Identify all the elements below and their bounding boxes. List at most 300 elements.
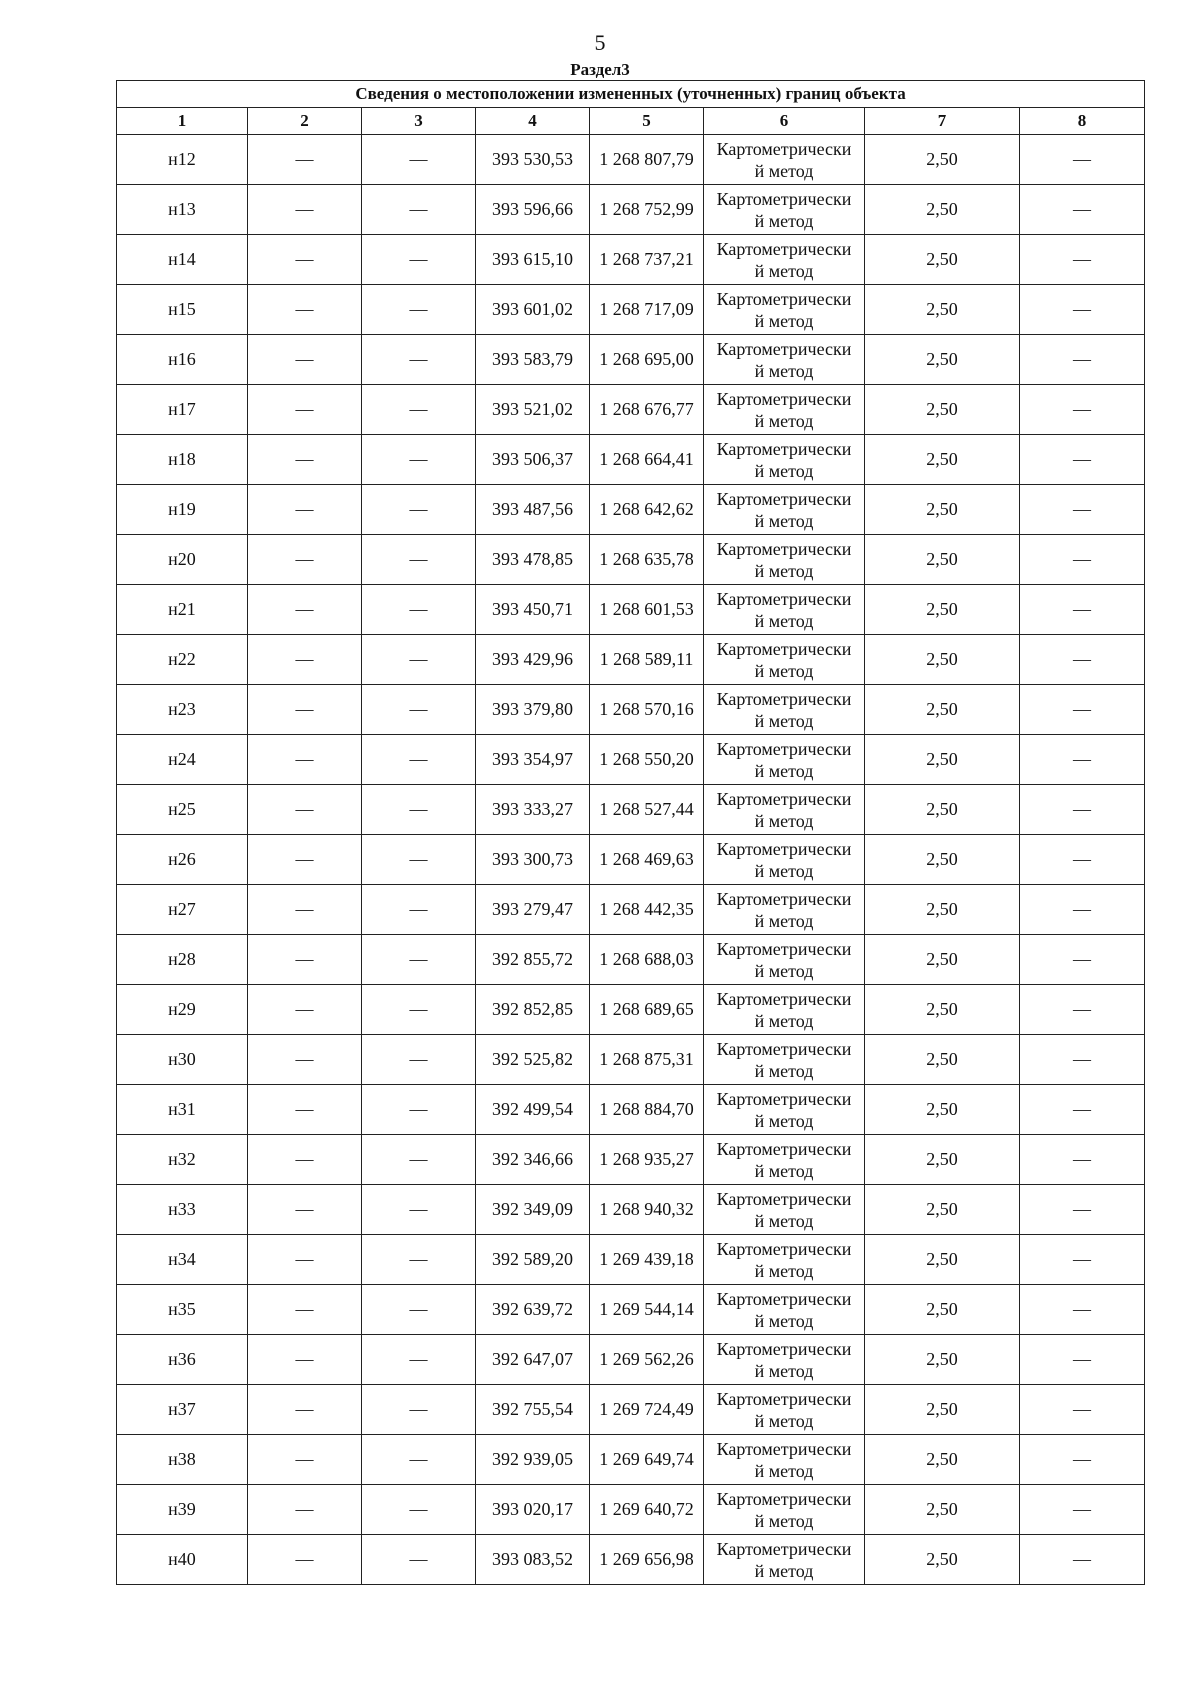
- table-row: [117, 1135, 1145, 1185]
- table-row: [117, 535, 1145, 585]
- page-number: 5: [594, 30, 606, 55]
- description-cell: —: [1020, 1285, 1145, 1335]
- method-line-1: Картометрически: [716, 988, 852, 1009]
- table-row: [117, 585, 1145, 635]
- method-cell: [704, 935, 865, 985]
- method-line-2: й метод: [754, 960, 814, 981]
- method-cell: [704, 1385, 865, 1435]
- description-cell: —: [1020, 1035, 1145, 1085]
- old-x-cell: —: [248, 1485, 362, 1535]
- table-row: [117, 635, 1145, 685]
- old-y-cell: —: [362, 1435, 476, 1485]
- old-y-cell: —: [362, 535, 476, 585]
- point-name-cell: н37: [117, 1385, 248, 1435]
- description-cell: —: [1020, 285, 1145, 335]
- method-line-2: й метод: [754, 810, 814, 831]
- old-x-cell: —: [248, 885, 362, 935]
- description-cell: —: [1020, 385, 1145, 435]
- method-cell: [704, 185, 865, 235]
- x-coordinate-cell: 393 300,73: [476, 835, 590, 885]
- description-cell: —: [1020, 485, 1145, 535]
- old-x-cell: —: [248, 935, 362, 985]
- table-row: [117, 1385, 1145, 1435]
- x-coordinate-cell: 393 279,47: [476, 885, 590, 935]
- point-name-cell: н25: [117, 785, 248, 835]
- method-line-2: й метод: [754, 1410, 814, 1431]
- accuracy-cell: 2,50: [865, 1135, 1020, 1185]
- y-coordinate-cell: 1 268 635,78: [590, 535, 704, 585]
- method-line-2: й метод: [754, 360, 814, 381]
- column-header-4: 4: [476, 108, 590, 135]
- old-y-cell: —: [362, 585, 476, 635]
- point-name-cell: н40: [117, 1535, 248, 1585]
- description-cell: —: [1020, 235, 1145, 285]
- old-x-cell: —: [248, 1235, 362, 1285]
- method-cell: [704, 1185, 865, 1235]
- table-row: [117, 685, 1145, 735]
- old-x-cell: —: [248, 235, 362, 285]
- accuracy-cell: 2,50: [865, 135, 1020, 185]
- x-coordinate-cell: 393 521,02: [476, 385, 590, 435]
- old-y-cell: —: [362, 285, 476, 335]
- x-coordinate-cell: 393 601,02: [476, 285, 590, 335]
- old-y-cell: —: [362, 1485, 476, 1535]
- accuracy-cell: 2,50: [865, 335, 1020, 385]
- point-name-cell: н24: [117, 735, 248, 785]
- method-cell: [704, 1035, 865, 1085]
- y-coordinate-cell: 1 268 875,31: [590, 1035, 704, 1085]
- accuracy-cell: 2,50: [865, 785, 1020, 835]
- accuracy-cell: 2,50: [865, 1085, 1020, 1135]
- old-y-cell: —: [362, 635, 476, 685]
- method-line-2: й метод: [754, 1460, 814, 1481]
- point-name-cell: н32: [117, 1135, 248, 1185]
- point-name-cell: н39: [117, 1485, 248, 1535]
- method-line-1: Картометрически: [716, 538, 852, 559]
- y-coordinate-cell: 1 269 562,26: [590, 1335, 704, 1385]
- method-cell: [704, 435, 865, 485]
- method-cell: [704, 635, 865, 685]
- old-y-cell: —: [362, 985, 476, 1035]
- description-cell: —: [1020, 1435, 1145, 1485]
- accuracy-cell: 2,50: [865, 885, 1020, 935]
- point-name-cell: н35: [117, 1285, 248, 1335]
- accuracy-cell: 2,50: [865, 385, 1020, 435]
- method-line-1: Картометрически: [716, 938, 852, 959]
- accuracy-cell: 2,50: [865, 1485, 1020, 1535]
- point-name-cell: н21: [117, 585, 248, 635]
- old-x-cell: —: [248, 1035, 362, 1085]
- old-y-cell: —: [362, 685, 476, 735]
- description-cell: —: [1020, 1135, 1145, 1185]
- method-line-1: Картометрически: [716, 288, 852, 309]
- method-line-2: й метод: [754, 560, 814, 581]
- point-name-cell: н30: [117, 1035, 248, 1085]
- description-cell: —: [1020, 885, 1145, 935]
- method-line-1: Картометрически: [716, 888, 852, 909]
- table-row: [117, 1335, 1145, 1385]
- accuracy-cell: 2,50: [865, 535, 1020, 585]
- method-line-2: й метод: [754, 1160, 814, 1181]
- x-coordinate-cell: 393 083,52: [476, 1535, 590, 1585]
- old-y-cell: —: [362, 1135, 476, 1185]
- table-row: [117, 1435, 1145, 1485]
- table-row: [117, 835, 1145, 885]
- accuracy-cell: 2,50: [865, 185, 1020, 235]
- method-line-2: й метод: [754, 610, 814, 631]
- old-x-cell: —: [248, 185, 362, 235]
- method-line-1: Картометрически: [716, 638, 852, 659]
- x-coordinate-cell: 393 020,17: [476, 1485, 590, 1535]
- x-coordinate-cell: 393 583,79: [476, 335, 590, 385]
- x-coordinate-cell: 392 349,09: [476, 1185, 590, 1235]
- description-cell: —: [1020, 1185, 1145, 1235]
- old-x-cell: —: [248, 635, 362, 685]
- method-line-2: й метод: [754, 410, 814, 431]
- table-caption: Сведения о местоположении измененных (уточненных) границ объекта: [117, 81, 1145, 108]
- method-cell: [704, 1285, 865, 1335]
- description-cell: —: [1020, 135, 1145, 185]
- accuracy-cell: 2,50: [865, 585, 1020, 635]
- old-y-cell: —: [362, 1035, 476, 1085]
- method-line-2: й метод: [754, 1260, 814, 1281]
- description-cell: —: [1020, 785, 1145, 835]
- y-coordinate-cell: 1 268 737,21: [590, 235, 704, 285]
- x-coordinate-cell: 393 615,10: [476, 235, 590, 285]
- old-x-cell: —: [248, 735, 362, 785]
- method-cell: [704, 1135, 865, 1185]
- method-line-2: й метод: [754, 710, 814, 731]
- section-title: Раздел3: [570, 60, 630, 79]
- accuracy-cell: 2,50: [865, 1235, 1020, 1285]
- description-cell: —: [1020, 1235, 1145, 1285]
- old-y-cell: —: [362, 1335, 476, 1385]
- y-coordinate-cell: 1 268 469,63: [590, 835, 704, 885]
- point-name-cell: н14: [117, 235, 248, 285]
- description-cell: —: [1020, 1385, 1145, 1435]
- x-coordinate-cell: 392 639,72: [476, 1285, 590, 1335]
- method-line-1: Картометрически: [716, 838, 852, 859]
- y-coordinate-cell: 1 269 439,18: [590, 1235, 704, 1285]
- old-x-cell: —: [248, 1435, 362, 1485]
- old-y-cell: —: [362, 1285, 476, 1335]
- old-y-cell: —: [362, 785, 476, 835]
- table-row: [117, 1535, 1145, 1585]
- x-coordinate-cell: 393 333,27: [476, 785, 590, 835]
- y-coordinate-cell: 1 268 935,27: [590, 1135, 704, 1185]
- table-row: [117, 1485, 1145, 1535]
- point-name-cell: н36: [117, 1335, 248, 1385]
- column-header-6: 6: [704, 108, 865, 135]
- y-coordinate-cell: 1 268 695,00: [590, 335, 704, 385]
- x-coordinate-cell: 392 499,54: [476, 1085, 590, 1135]
- method-cell: [704, 835, 865, 885]
- point-name-cell: н12: [117, 135, 248, 185]
- y-coordinate-cell: 1 268 940,32: [590, 1185, 704, 1235]
- old-x-cell: —: [248, 335, 362, 385]
- description-cell: —: [1020, 1085, 1145, 1135]
- old-x-cell: —: [248, 1085, 362, 1135]
- table-row: [117, 985, 1145, 1035]
- old-y-cell: —: [362, 485, 476, 535]
- old-y-cell: —: [362, 1385, 476, 1435]
- old-x-cell: —: [248, 985, 362, 1035]
- method-line-1: Картометрически: [716, 238, 852, 259]
- method-line-2: й метод: [754, 1560, 814, 1581]
- method-line-2: й метод: [754, 1110, 814, 1131]
- method-line-1: Картометрически: [716, 1538, 852, 1559]
- x-coordinate-cell: 392 647,07: [476, 1335, 590, 1385]
- table-row: [117, 185, 1145, 235]
- description-cell: —: [1020, 1335, 1145, 1385]
- method-line-2: й метод: [754, 510, 814, 531]
- method-line-1: Картометрически: [716, 1138, 852, 1159]
- accuracy-cell: 2,50: [865, 635, 1020, 685]
- method-cell: [704, 885, 865, 935]
- table-row: [117, 1235, 1145, 1285]
- method-line-1: Картометрически: [716, 1038, 852, 1059]
- accuracy-cell: 2,50: [865, 1535, 1020, 1585]
- method-line-1: Картометрически: [716, 1238, 852, 1259]
- description-cell: —: [1020, 1485, 1145, 1535]
- method-line-2: й метод: [754, 310, 814, 331]
- table-row: [117, 735, 1145, 785]
- table-row: [117, 1085, 1145, 1135]
- accuracy-cell: 2,50: [865, 735, 1020, 785]
- method-line-2: й метод: [754, 1510, 814, 1531]
- old-x-cell: —: [248, 835, 362, 885]
- method-cell: [704, 485, 865, 535]
- x-coordinate-cell: 392 525,82: [476, 1035, 590, 1085]
- old-x-cell: —: [248, 1335, 362, 1385]
- point-name-cell: н15: [117, 285, 248, 335]
- y-coordinate-cell: 1 268 442,35: [590, 885, 704, 935]
- old-x-cell: —: [248, 1535, 362, 1585]
- x-coordinate-cell: 393 506,37: [476, 435, 590, 485]
- method-line-2: й метод: [754, 460, 814, 481]
- y-coordinate-cell: 1 268 884,70: [590, 1085, 704, 1135]
- point-name-cell: н27: [117, 885, 248, 935]
- y-coordinate-cell: 1 269 640,72: [590, 1485, 704, 1535]
- method-cell: [704, 1535, 865, 1585]
- method-cell: [704, 1235, 865, 1285]
- description-cell: —: [1020, 985, 1145, 1035]
- accuracy-cell: 2,50: [865, 835, 1020, 885]
- column-header-7: 7: [865, 108, 1020, 135]
- method-line-2: й метод: [754, 910, 814, 931]
- old-y-cell: —: [362, 935, 476, 985]
- y-coordinate-cell: 1 268 527,44: [590, 785, 704, 835]
- x-coordinate-cell: 393 487,56: [476, 485, 590, 535]
- y-coordinate-cell: 1 268 689,65: [590, 985, 704, 1035]
- x-coordinate-cell: 392 855,72: [476, 935, 590, 985]
- method-cell: [704, 685, 865, 735]
- method-line-2: й метод: [754, 1060, 814, 1081]
- y-coordinate-cell: 1 268 688,03: [590, 935, 704, 985]
- method-cell: [704, 985, 865, 1035]
- method-line-2: й метод: [754, 1010, 814, 1031]
- old-y-cell: —: [362, 135, 476, 185]
- method-cell: [704, 335, 865, 385]
- method-line-2: й метод: [754, 160, 814, 181]
- y-coordinate-cell: 1 268 601,53: [590, 585, 704, 635]
- y-coordinate-cell: 1 268 752,99: [590, 185, 704, 235]
- method-line-1: Картометрически: [716, 138, 852, 159]
- method-line-1: Картометрически: [716, 1338, 852, 1359]
- old-y-cell: —: [362, 1235, 476, 1285]
- column-header-2: 2: [248, 108, 362, 135]
- x-coordinate-cell: 393 450,71: [476, 585, 590, 635]
- x-coordinate-cell: 393 596,66: [476, 185, 590, 235]
- method-cell: [704, 785, 865, 835]
- accuracy-cell: 2,50: [865, 1035, 1020, 1085]
- y-coordinate-cell: 1 269 656,98: [590, 1535, 704, 1585]
- method-line-1: Картометрически: [716, 1188, 852, 1209]
- x-coordinate-cell: 392 346,66: [476, 1135, 590, 1185]
- table-row: [117, 385, 1145, 435]
- y-coordinate-cell: 1 268 717,09: [590, 285, 704, 335]
- old-y-cell: —: [362, 835, 476, 885]
- method-cell: [704, 135, 865, 185]
- table-row: [117, 335, 1145, 385]
- method-line-2: й метод: [754, 260, 814, 281]
- method-cell: [704, 535, 865, 585]
- point-name-cell: н18: [117, 435, 248, 485]
- point-name-cell: н13: [117, 185, 248, 235]
- method-cell: [704, 1485, 865, 1535]
- old-y-cell: —: [362, 735, 476, 785]
- method-cell: [704, 1435, 865, 1485]
- x-coordinate-cell: 392 755,54: [476, 1385, 590, 1435]
- method-cell: [704, 385, 865, 435]
- method-line-1: Картометрически: [716, 338, 852, 359]
- description-cell: —: [1020, 635, 1145, 685]
- old-x-cell: —: [248, 1185, 362, 1235]
- column-header-8: 8: [1020, 108, 1145, 135]
- method-line-1: Картометрически: [716, 688, 852, 709]
- y-coordinate-cell: 1 268 642,62: [590, 485, 704, 535]
- accuracy-cell: 2,50: [865, 435, 1020, 485]
- method-line-2: й метод: [754, 760, 814, 781]
- x-coordinate-cell: 393 478,85: [476, 535, 590, 585]
- table-row: [117, 1285, 1145, 1335]
- description-cell: —: [1020, 1535, 1145, 1585]
- method-line-1: Картометрически: [716, 1388, 852, 1409]
- table-row: [117, 1035, 1145, 1085]
- method-line-1: Картометрически: [716, 1288, 852, 1309]
- method-line-1: Картометрически: [716, 588, 852, 609]
- table-row: [117, 285, 1145, 335]
- column-header-1: 1: [117, 108, 248, 135]
- old-x-cell: —: [248, 285, 362, 335]
- accuracy-cell: 2,50: [865, 285, 1020, 335]
- old-x-cell: —: [248, 385, 362, 435]
- method-line-1: Картометрически: [716, 788, 852, 809]
- method-cell: [704, 585, 865, 635]
- point-name-cell: н20: [117, 535, 248, 585]
- x-coordinate-cell: 393 530,53: [476, 135, 590, 185]
- point-name-cell: н31: [117, 1085, 248, 1135]
- method-line-2: й метод: [754, 1210, 814, 1231]
- method-line-1: Картометрически: [716, 488, 852, 509]
- y-coordinate-cell: 1 269 649,74: [590, 1435, 704, 1485]
- table-row: [117, 485, 1145, 535]
- old-y-cell: —: [362, 335, 476, 385]
- point-name-cell: н22: [117, 635, 248, 685]
- point-name-cell: н23: [117, 685, 248, 735]
- y-coordinate-cell: 1 269 724,49: [590, 1385, 704, 1435]
- description-cell: —: [1020, 935, 1145, 985]
- accuracy-cell: 2,50: [865, 985, 1020, 1035]
- description-cell: —: [1020, 585, 1145, 635]
- method-line-1: Картометрически: [716, 1488, 852, 1509]
- table-row: [117, 785, 1145, 835]
- old-y-cell: —: [362, 235, 476, 285]
- accuracy-cell: 2,50: [865, 1435, 1020, 1485]
- description-cell: —: [1020, 435, 1145, 485]
- y-coordinate-cell: 1 268 570,16: [590, 685, 704, 735]
- point-name-cell: н17: [117, 385, 248, 435]
- x-coordinate-cell: 392 852,85: [476, 985, 590, 1035]
- column-header-5: 5: [590, 108, 704, 135]
- method-line-1: Картометрически: [716, 1438, 852, 1459]
- method-line-1: Картометрически: [716, 188, 852, 209]
- old-x-cell: —: [248, 585, 362, 635]
- old-x-cell: —: [248, 1285, 362, 1335]
- accuracy-cell: 2,50: [865, 485, 1020, 535]
- table-row: [117, 435, 1145, 485]
- point-name-cell: н19: [117, 485, 248, 535]
- old-y-cell: —: [362, 1535, 476, 1585]
- description-cell: —: [1020, 685, 1145, 735]
- method-line-1: Картометрически: [716, 438, 852, 459]
- old-y-cell: —: [362, 885, 476, 935]
- method-line-2: й метод: [754, 860, 814, 881]
- point-name-cell: н34: [117, 1235, 248, 1285]
- method-cell: [704, 1085, 865, 1135]
- table-row: [117, 135, 1145, 185]
- method-line-2: й метод: [754, 1360, 814, 1381]
- y-coordinate-cell: 1 268 550,20: [590, 735, 704, 785]
- x-coordinate-cell: 393 354,97: [476, 735, 590, 785]
- x-coordinate-cell: 393 379,80: [476, 685, 590, 735]
- description-cell: —: [1020, 835, 1145, 885]
- y-coordinate-cell: 1 268 589,11: [590, 635, 704, 685]
- y-coordinate-cell: 1 268 664,41: [590, 435, 704, 485]
- old-y-cell: —: [362, 435, 476, 485]
- old-x-cell: —: [248, 1135, 362, 1185]
- table-body: [117, 135, 1145, 1585]
- method-line-2: й метод: [754, 660, 814, 681]
- old-y-cell: —: [362, 385, 476, 435]
- method-line-1: Картометрически: [716, 388, 852, 409]
- table-row: [117, 885, 1145, 935]
- old-x-cell: —: [248, 1385, 362, 1435]
- point-name-cell: н38: [117, 1435, 248, 1485]
- old-y-cell: —: [362, 1185, 476, 1235]
- x-coordinate-cell: 392 939,05: [476, 1435, 590, 1485]
- old-y-cell: —: [362, 185, 476, 235]
- point-name-cell: н16: [117, 335, 248, 385]
- old-x-cell: —: [248, 435, 362, 485]
- description-cell: —: [1020, 335, 1145, 385]
- point-name-cell: н29: [117, 985, 248, 1035]
- y-coordinate-cell: 1 268 676,77: [590, 385, 704, 435]
- column-header-3: 3: [362, 108, 476, 135]
- column-number-header: [117, 108, 1145, 135]
- method-line-2: й метод: [754, 210, 814, 231]
- old-x-cell: —: [248, 135, 362, 185]
